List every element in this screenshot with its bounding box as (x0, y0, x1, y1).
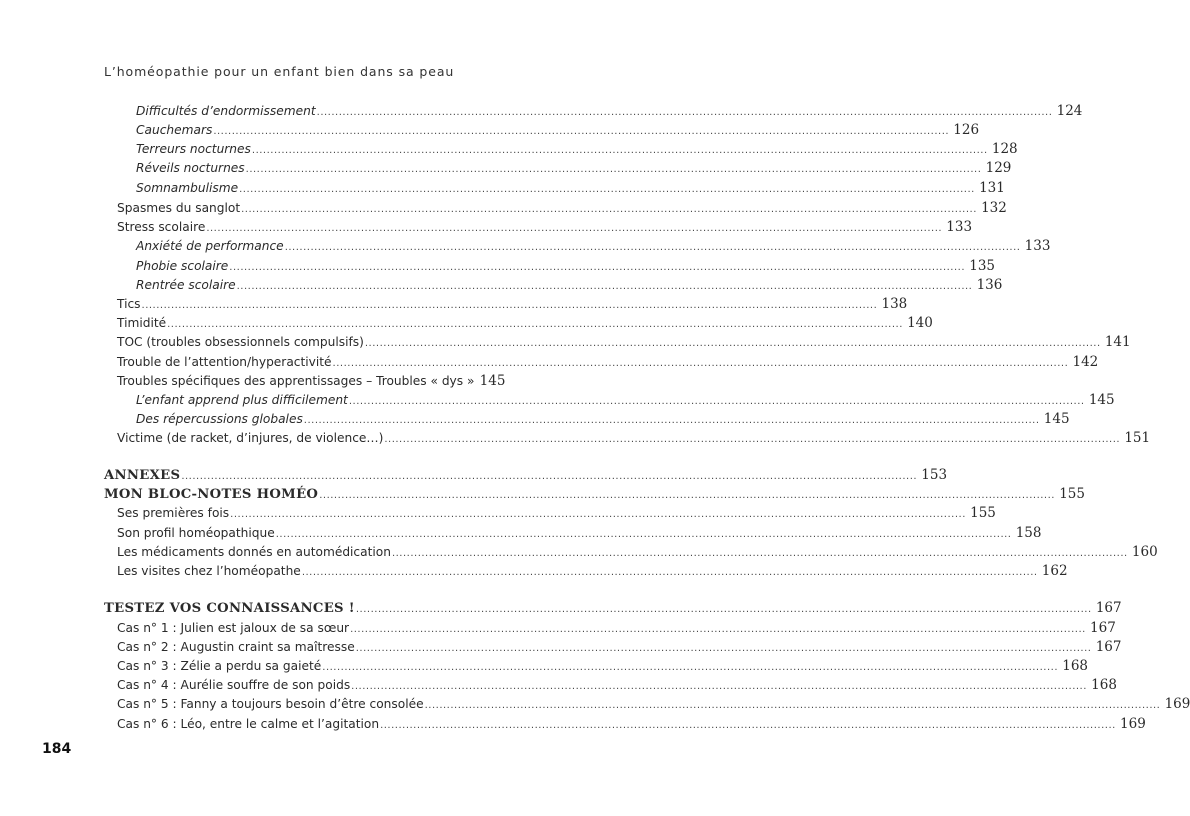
toc-entry (136, 158, 1012, 178)
toc-entry-page: 135 (969, 258, 996, 274)
toc-entry-title: MON BLOC-NOTES HOMÉO (104, 487, 319, 502)
dot-leader: ........................................................................................................................................................................................................ (355, 604, 1092, 615)
toc-entry-page: 168 (1062, 658, 1089, 674)
toc-entry-page: 142 (1072, 354, 1099, 370)
toc-entry-page: 133 (946, 219, 973, 235)
dot-leader: ........................................................................................................................................................................................................ (303, 415, 1040, 426)
dot-leader: ........................................................................................................................................................................................................ (241, 204, 977, 215)
toc-entry (117, 217, 973, 237)
toc-entry-page: 167 (1090, 620, 1116, 636)
toc-entry-title: Timidité (117, 316, 167, 330)
dot-leader: ........................................................................................................................................................................................................ (332, 358, 1069, 369)
toc-entry-title: L’enfant apprend plus difficilement (136, 393, 348, 407)
toc-entry-title: Des répercussions globales (136, 412, 303, 426)
toc-entry-page: 167 (1095, 600, 1122, 616)
toc-entry-page: 129 (985, 160, 1012, 176)
toc-entry-page: 138 (881, 296, 908, 312)
toc-entry (117, 294, 908, 314)
toc-entry (117, 332, 1131, 352)
toc-entry-title: Ses premières fois (117, 506, 230, 520)
dot-leader: ........................................................................................................................................................................................................ (319, 490, 1055, 501)
toc-entry (136, 101, 1083, 121)
dot-leader: ........................................................................................................................................................................................................ (301, 567, 1038, 578)
toc-entry (117, 198, 1007, 218)
dot-leader: ........................................................................................................................................................................................................ (239, 184, 975, 195)
toc-entry (117, 637, 1122, 657)
toc-entry-page: 126 (953, 122, 980, 138)
dot-leader: ........................................................................................................................................................................................................ (364, 338, 1101, 349)
dot-leader: ........................................................................................................................................................................................................ (351, 681, 1087, 692)
toc-entry-page: 124 (1056, 103, 1083, 119)
dot-leader: ........................................................................................................................................................................................................ (229, 262, 966, 273)
toc-entry (136, 139, 1018, 159)
toc-entry-page: 136 (976, 277, 1003, 293)
toc-entry-page: 145 (479, 373, 506, 389)
toc-entry-page: 167 (1095, 639, 1122, 655)
toc-entry-title: Difficultés d’endormissement (136, 104, 316, 118)
toc-entry-title: Les médicaments donnés en automédication (117, 545, 391, 559)
toc-entry-title: Spasmes du sanglot (117, 201, 241, 215)
dot-leader: ........................................................................................................................................................................................................ (322, 662, 1059, 673)
toc-entry-page: 141 (1104, 334, 1131, 350)
toc-entry-title: Réveils nocturnes (136, 161, 245, 175)
toc-entry-page: 140 (907, 315, 933, 331)
toc-entry-title: TOC (troubles obsessionnels compulsifs) (117, 335, 364, 349)
toc-entry-title: Les visites chez l’homéopathe (117, 564, 301, 578)
toc-entry-page: 133 (1024, 238, 1051, 254)
toc-entry-page: 169 (1164, 696, 1190, 712)
toc-entry-title: Anxiété de performance (136, 239, 284, 253)
toc-entry (117, 542, 1158, 562)
toc-entry (117, 618, 1116, 638)
toc-entry-title: Rentrée scolaire (136, 278, 236, 292)
toc-entry-title: Cauchemars (136, 123, 213, 137)
toc-entry (117, 656, 1089, 676)
dot-leader: ........................................................................................................................................................................................................ (230, 509, 966, 520)
toc-entry-title: TESTEZ VOS CONNAISSANCES ! (104, 601, 355, 616)
dot-leader: ........................................................................................................................................................................................................ (245, 164, 982, 175)
toc-entry-title: Cas n° 2 : Augustin craint sa maîtresse (117, 640, 355, 654)
toc-entry (117, 503, 996, 523)
toc-entry (117, 313, 933, 333)
toc-entry-title: ANNEXES (104, 468, 181, 483)
toc-entry (117, 371, 506, 391)
toc-entry-page: 132 (981, 200, 1007, 216)
toc-entry-page: 160 (1131, 544, 1158, 560)
toc-entry-page: 131 (979, 180, 1005, 196)
toc-entry-title: Cas n° 4 : Aurélie souffre de son poids (117, 678, 351, 692)
dot-leader: ........................................................................................................................................................................................................ (141, 300, 878, 311)
dot-leader: ........................................................................................................................................................................................................ (251, 145, 988, 156)
toc-entry (136, 120, 980, 140)
dot-leader: ........................................................................................................................................................................................................ (384, 434, 1121, 445)
dot-leader: ........................................................................................................................................................................................................ (348, 396, 1085, 407)
toc-entry-page: 155 (970, 505, 996, 521)
toc-entry-title: Cas n° 6 : Léo, entre le calme et l’agitation (117, 717, 380, 731)
toc-entry (104, 598, 1122, 618)
dot-leader: ........................................................................................................................................................................................................ (167, 319, 903, 330)
dot-leader: ........................................................................................................................................................................................................ (275, 529, 1012, 540)
dot-leader: ........................................................................................................................................................................................................ (213, 126, 950, 137)
toc-entry-page: 153 (921, 467, 948, 483)
page-number: 184 (42, 741, 72, 757)
toc-entry-page: 128 (991, 141, 1018, 157)
toc-entry-title: Trouble de l’attention/hyperactivité (117, 355, 332, 369)
dot-leader: ........................................................................................................................................................................................................ (355, 643, 1092, 654)
toc-entry-title: Terreurs nocturnes (136, 142, 251, 156)
dot-leader: ........................................................................................................................................................................................................ (391, 548, 1128, 559)
toc-entry (117, 561, 1068, 581)
toc-entry-title: Victime (de racket, d’injures, de violence…) (117, 431, 384, 445)
dot-leader: ........................................................................................................................................................................................................ (206, 223, 943, 234)
toc-entry (136, 390, 1115, 410)
toc-entry (104, 484, 1085, 504)
toc-entry (117, 523, 1042, 543)
toc-entry (136, 409, 1070, 429)
dot-leader: ........................................................................................................................................................................................................ (424, 700, 1161, 711)
toc-entry-title: Stress scolaire (117, 220, 206, 234)
toc-entry-title: Troubles spécifiques des apprentissages – Troubles « dys » (117, 374, 475, 388)
toc-entry-page: 145 (1043, 411, 1070, 427)
toc-entry-title: Somnambulisme (136, 181, 239, 195)
toc-entry-page: 162 (1041, 563, 1068, 579)
toc-entry-title: Son profil homéopathique (117, 526, 275, 540)
toc-entry-title: Cas n° 3 : Zélie a perdu sa gaieté (117, 659, 322, 673)
toc-entry-title: Phobie scolaire (136, 259, 229, 273)
dot-leader: ........................................................................................................................................................................................................ (350, 624, 1086, 635)
toc-entry (117, 675, 1117, 695)
toc-entry-title: Tics (117, 297, 141, 311)
toc-entry (136, 236, 1051, 256)
toc-entry-page: 151 (1124, 430, 1151, 446)
toc-entry-page: 145 (1088, 392, 1115, 408)
toc-entry (117, 694, 1190, 714)
running-header: L’homéopathie pour un enfant bien dans sa peau (104, 64, 455, 79)
toc-entry-page: 169 (1120, 716, 1146, 732)
toc-entry-page: 155 (1059, 486, 1085, 502)
dot-leader: ........................................................................................................................................................................................................ (284, 242, 1021, 253)
toc-entry (117, 352, 1099, 372)
toc-entry-page: 158 (1015, 525, 1042, 541)
toc-entry (104, 465, 948, 485)
toc-entry (117, 428, 1151, 448)
dot-leader: ........................................................................................................................................................................................................ (316, 107, 1053, 118)
toc-entry (117, 714, 1146, 734)
toc-entry-title: Cas n° 5 : Fanny a toujours besoin d’être consolée (117, 697, 424, 711)
toc-entry (136, 275, 1003, 295)
dot-leader: ........................................................................................................................................................................................................ (181, 471, 918, 482)
toc-entry-page: 168 (1091, 677, 1117, 693)
dot-leader: ........................................................................................................................................................................................................ (236, 281, 973, 292)
dot-leader: ........................................................................................................................................................................................................ (380, 720, 1116, 731)
toc-entry (136, 178, 1005, 198)
toc-entry (136, 256, 996, 276)
toc-entry-title: Cas n° 1 : Julien est jaloux de sa sœur (117, 621, 350, 635)
